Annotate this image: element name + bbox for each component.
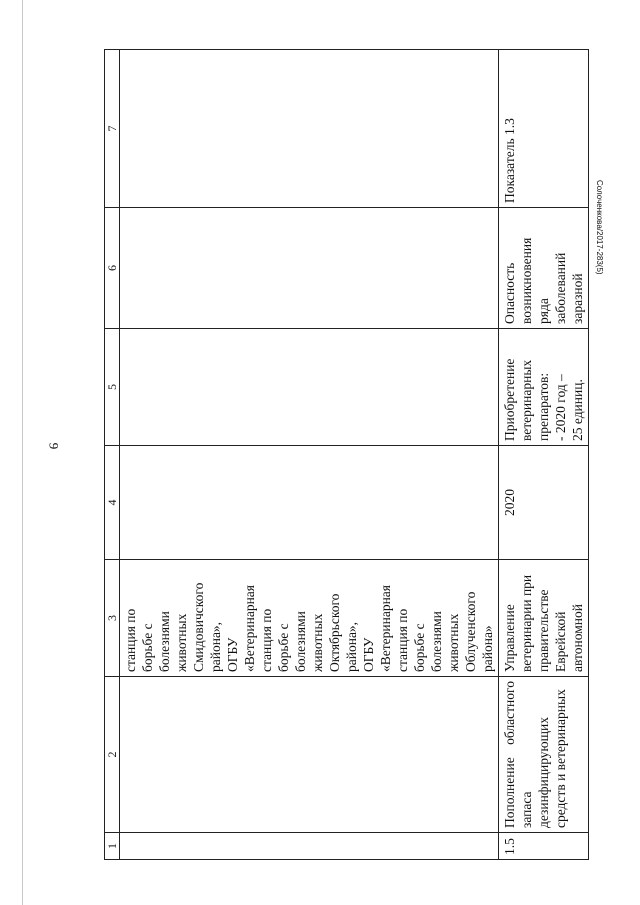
column-number-row [105,50,120,860]
activity-cell: Пополнение областного запаса дезинфицирующих средств и ветеринарных [499,677,589,833]
executor-cell: Управление ветеринарии при правительстве Еврейской автономной [499,560,589,677]
table-row-continuation [120,50,499,860]
indicator-cell [120,50,499,208]
executor-cell: станция по борьбе с болезнями животных Смидовичского района», ОГБУ «Ветеринарная станция по борьбе с болезнями животных Октябрьского района», ОГБУ «Ветеринарная станция по борьбе с болезнями животных Облученского района» [120,560,499,677]
result-cell [120,329,499,446]
column-number: 7 [105,50,120,208]
column-number: 2 [105,677,120,833]
page-number: 9 [46,442,62,450]
column-number: 1 [105,833,120,860]
column-number: 4 [105,446,120,560]
row-number-cell [120,833,499,860]
column-number: 6 [105,208,120,329]
indicator-cell: Показатель 1.3 [499,50,589,208]
program-table [104,49,589,860]
activity-cell [120,677,499,833]
consequence-cell [120,208,499,329]
result-cell: Приобретение ветеринарных препаратов: - 2020 год – 25 единиц. [499,329,589,446]
binding-line [22,0,23,905]
column-number: 3 [105,560,120,677]
period-cell [120,446,499,560]
consequence-cell: Опасность возникновения ряда заболеваний заразной [499,208,589,329]
rotated-page [104,50,585,860]
column-number: 5 [105,329,120,446]
document-code: Солоченкова/2017-283(5) [595,180,604,275]
table-row-1-5 [499,50,589,860]
row-number-cell: 1.5 [499,833,589,860]
period-cell: 2020 [499,446,589,560]
